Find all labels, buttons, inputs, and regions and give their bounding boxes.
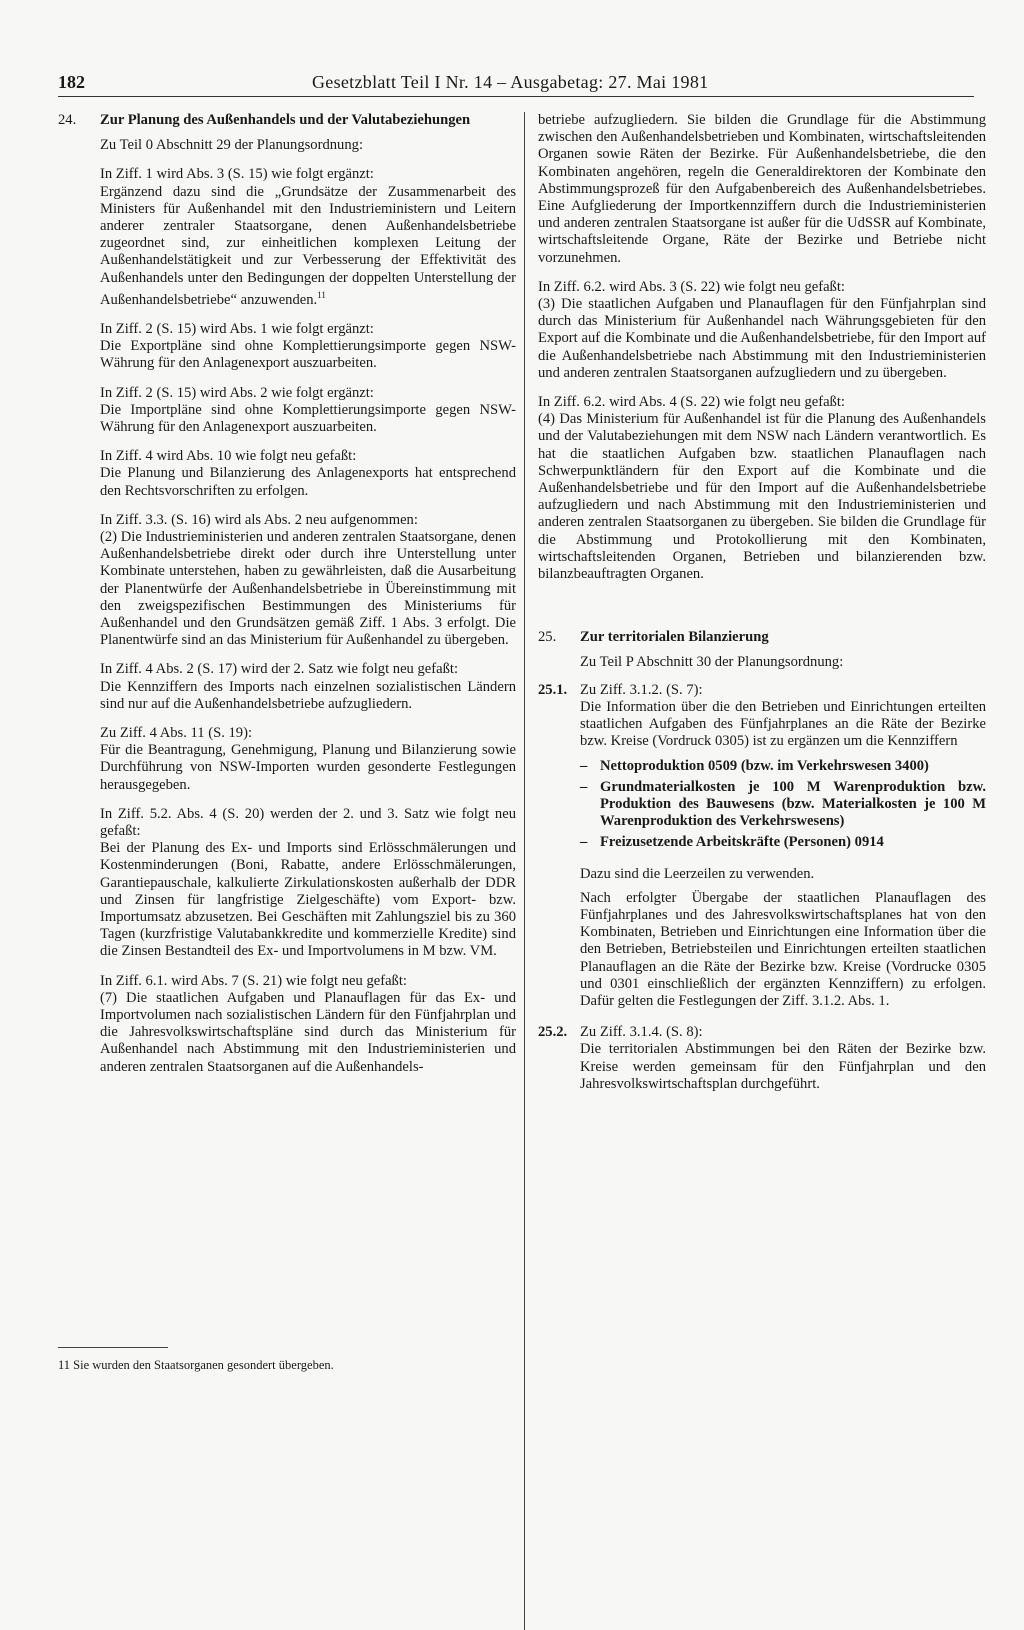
amendment-text: Die Importpläne sind ohne Komplettierungsimporte gegen NSW-Währung für den Anlagenexport auszuarbeiten. (100, 401, 516, 435)
subsection-text: Die Information über die den Betrieben und Einrichtungen erteilten staatlichen Aufgaben des Fünfjahrplanes an die Räte der Bezirke bzw. Kreise (Vordruck 0305) ist zu ergänzen um die Kennziffern (580, 698, 986, 750)
amendment-label: In Ziff. 6.1. wird Abs. 7 (S. 21) wie folgt neu gefaßt: (100, 972, 407, 989)
amendment-block (538, 394, 986, 583)
amendment-block (538, 279, 986, 382)
subsection-number: 25.2. (538, 1024, 568, 1041)
amendment-label: In Ziff. 5.2. Abs. 4 (S. 20) werden der 2. und 3. Satz wie folgt neu gefaßt: (100, 805, 516, 839)
subsection-text: Die territorialen Abstimmungen bei den Räten der Bezirke bzw. Kreise werden gemeinsam für den Fünfjahrplan und den Jahresvolkswirtschaftsplan durchgeführt. (580, 1041, 986, 1092)
section-number: 25. (538, 629, 557, 646)
amendment-label: Zu Ziff. 4 Abs. 11 (S. 19): (100, 724, 253, 741)
list-item: – Freizusetzende Arbeitskräfte (Personen) 0914 (580, 834, 884, 851)
subsection-25-1 (538, 682, 986, 699)
section-25-heading (538, 629, 986, 646)
section-title: Zur territorialen Bilanzierung (580, 629, 769, 646)
amendment-label: In Ziff. 6.2. wird Abs. 3 (S. 22) wie folgt neu gefaßt: (538, 278, 845, 295)
amendment-text: Die Planung und Bilanzierung des Anlagenexports hat entsprechend den Rechtsvorschriften zu erfolgen. (100, 465, 516, 499)
footnote-rule (58, 1347, 168, 1348)
footnote-mark: 11 (317, 289, 326, 300)
amendment-block (100, 973, 516, 1076)
paragraph: Nach erfolgter Übergabe der staatlichen Planauflagen des Fünfjahrplanes und des Jahresvolkswirtschaftsplanes hat von den Kombinaten, Betrieben und Einrichtungen eine Information über die den Betrieben, Betriebsteilen und Einrichtungen erteilten staatlichen Planauflagen an die Räte der Bezirke bzw. Kreise (Vordrucke 0305 und 0301 einschließlich der ergänzten Kennziffern) zu erfolgen. Dafür gelten die Festlegungen der Ziff. 3.1.2. Abs. 1. (580, 889, 986, 1009)
page-number: 182 (58, 72, 85, 92)
amendment-label: In Ziff. 4 wird Abs. 10 wie folgt neu gefaßt: (100, 448, 357, 465)
list-item: – Grundmaterialkosten je 100 M Warenproduktion bzw. Produktion des Bauwesens (bzw. Materialkosten je 100 M Warenproduktion des Verkehrswesens) (580, 778, 986, 830)
section-number: 24. (58, 112, 77, 128)
amendment-block (100, 321, 516, 373)
amendment-block (100, 166, 516, 308)
gazette-title: Gesetzblatt Teil I Nr. 14 – Ausgabetag: 27. Mai 1981 (312, 72, 709, 92)
amendment-text: Die Exportpläne sind ohne Komplettierungsimporte gegen NSW-Währung für den Anlagenexport auszuarbeiten. (100, 338, 516, 372)
page-header (58, 72, 972, 98)
section-title: Zur Planung des Außenhandels und der Valutabeziehungen (100, 112, 471, 128)
amendment-text: Ergänzend dazu sind die „Grundsätze der Zusammenarbeit des Ministers für Außenhandel mit den Industrieministern und Leitern anderer zentraler Staatsorgane, denen Außenhandelsbetriebe zugeordnet sind, zur einheitlichen komplexen Leitung der Außenhandelstätigkeit und zur Verbesserung der Effektivität des Außenhandels unter den Bedingungen der doppelten Unterstellung der Außenhandelsbetriebe“ anzuwenden. (100, 183, 516, 308)
amendment-block (100, 725, 516, 794)
continued-text: betriebe aufzugliedern. Sie bilden die Grundlage für die Abstimmung zwischen den Außenhandelsbetrieben und Kombinaten, wirtschaftsleitenden Organen sowie Räten der Bezirke. Für Außenhandelsbetriebe, die den Kombinaten angehören, regeln die Generaldirektoren der Kombinate den Abstimmungsprozeß für den Aufgabenbereich des Außenhandelsbetriebes. Eine Aufgliederung der Importkennziffern durch die Industrieministerien und anderen zentralen Staatsorgane ist außer für die UdSSR auf Kombinate, wirtschaftsleitende Organe, Räte der Bezirke und Betriebe nicht vorzunehmen. (538, 112, 986, 266)
amendment-label: In Ziff. 2 (S. 15) wird Abs. 1 wie folgt ergänzt: (100, 320, 374, 337)
right-column (538, 112, 986, 1100)
indicator-list (580, 758, 986, 852)
amendment-text: Die Kennziffern des Imports nach einzelnen sozialistischen Ländern sind nur auf die Außenhandelsbetriebe aufzugliedern. (100, 678, 516, 712)
section-intro: Zu Teil P Abschnitt 30 der Planungsordnung: (580, 654, 844, 671)
subsection-label: Zu Ziff. 3.1.4. (S. 8): (580, 1024, 703, 1041)
amendment-text: Für die Beantragung, Genehmigung, Planung und Bilanzierung sowie Durchführung von NSW-Importen wurden gesonderte Festlegungen herausgegeben. (100, 742, 516, 793)
paragraph: Dazu sind die Leerzeilen zu verwenden. (580, 865, 815, 882)
header-rule (58, 96, 974, 97)
amendment-text: (2) Die Industrieministerien und anderen zentralen Staatsorgane, denen Außenhandelsbetriebe direkt oder durch ihre Unterstellung unter Kombinate unterstehen, haben zu gewährleisten, daß die Ausarbeitung der Planentwürfe der Außenhandelsbetriebe in Übereinstimmung mit den zweigspezifischen Bestimmungen des Ministeriums für Außenhandel und den Grundsätzen gemäß Ziff. 1 Abs. 3 erfolgt. Die Planentwürfe sind an das Ministerium für Außenhandel zu übergeben. (100, 528, 516, 649)
amendment-label: In Ziff. 3.3. (S. 16) wird als Abs. 2 neu aufgenommen: (100, 511, 418, 528)
amendment-label: In Ziff. 2 (S. 15) wird Abs. 2 wie folgt ergänzt: (100, 384, 374, 401)
amendment-block (100, 661, 516, 713)
amendment-label: In Ziff. 4 Abs. 2 (S. 17) wird der 2. Satz wie folgt neu gefaßt: (100, 661, 459, 678)
amendment-text: (7) Die staatlichen Aufgaben und Planauflagen für das Ex- und Importvolumen nach sozialistischen Ländern für den Fünfjahrplan und die Jahresvolkswirtschaftspläne sind durch das Ministerium für Außenhandel nach Abstimmung mit den Industrieministerien und anderen zentralen Staatsorganen auf die Außenhandels- (100, 989, 516, 1075)
amendment-block (100, 385, 516, 437)
column-divider (524, 112, 525, 1630)
section-intro: Zu Teil 0 Abschnitt 29 der Planungsordnung: (100, 137, 364, 154)
amendment-text: (4) Das Ministerium für Außenhandel ist für die Planung des Außenhandels und der Valutabeziehungen mit dem NSW nach Ländern verantwortlich. Es hat die staatlichen Aufgaben bzw. staatlichen Planauflagen nach Schwerpunktländern für den Export auf die Kombinate und die Außenhandelsbetriebe und für den Import auf die Außenhandelsbetriebe aufzugliedern und nach Abstimmung mit den Industrieministerien und anderen zentralen Staatsorganen zu übergeben. Sie bilden die Grundlage für die Abstimmung und Protokollierung mit den Kombinaten, wirtschaftsleitenden Organen, Betrieben und bilanzierenden bzw. bilanzbeauftragten Organen. (538, 411, 986, 583)
amendment-text: Bei der Planung des Ex- und Imports sind Erlösschmälerungen und Kostenminderungen (Boni, Rabatte, andere Erlösschmälerungen, Garantiepauschale, kalkulierte Zirkulationskosten außerhalb der DDR und Zinsen für langfristige Zielgeschäfte) vom Export- bzw. Importumsatz abzusetzen. Bei Geschäften mit Zahlungsziel bis zu 360 Tagen (kurzfristige Valutabankkredite und kommerzielle Kredite) sind die Zinsen Bestandteil des Ex- und Importvolumens in M bzw. VM. (100, 840, 516, 960)
list-item: – Nettoproduktion 0509 (bzw. im Verkehrswesen 3400) (580, 757, 929, 774)
section-24-heading (58, 112, 516, 129)
amendment-block (100, 806, 516, 961)
subsection-25-2 (538, 1024, 986, 1041)
amendment-block (100, 512, 516, 650)
amendment-block (100, 448, 516, 500)
subsection-label: Zu Ziff. 3.1.2. (S. 7): (580, 681, 703, 698)
amendment-text: (3) Die staatlichen Aufgaben und Planauflagen für den Fünfjahrplan sind durch das Ministerium für Außenhandel nach Währungsgebieten für den Export auf die Kombinate und die Außenhandelsbetriebe, für den Import auf die Außenhandelsbetriebe nach Abstimmung mit den Industrieministerien und anderen zentralen Staatsorganen aufzugliedern und zu übergeben. (538, 296, 986, 381)
amendment-label: In Ziff. 6.2. wird Abs. 4 (S. 22) wie folgt neu gefaßt: (538, 394, 845, 411)
footnote: 11 Sie wurden den Staatsorganen gesondert übergeben. (58, 1358, 334, 1372)
amendment-label: In Ziff. 1 wird Abs. 3 (S. 15) wie folgt ergänzt: (100, 166, 374, 183)
left-column (58, 112, 516, 1083)
subsection-number: 25.1. (538, 681, 568, 698)
